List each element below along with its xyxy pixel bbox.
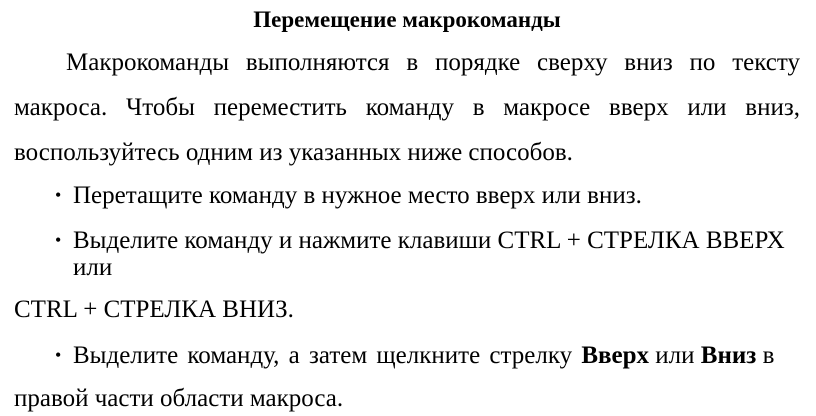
bullet-icon: • [55,345,62,365]
intro-line-2: макроса. Чтобы переместить команду в макросе вверх или вниз, [14,94,800,121]
bullet-icon: • [55,230,62,250]
document-title: Перемещение макрокоманды [253,7,561,32]
down-arrow-label: Вниз [700,342,757,369]
bullet-icon: • [55,185,62,205]
bullet-item-drag [55,180,815,211]
intro-line-3: воспользуйтесь одним из указанных ниже способов. [14,139,573,166]
bullet-item-keyboard-cont-2: CTRL + СТРЕЛКА ВНИЗ. [14,296,294,323]
bullet-item-arrows-text: Выделите команду, а затем щелкните стрелку [73,342,582,369]
bullet-item-arrows-cont: правой части области макроса. [14,385,344,412]
bullet-item-arrows-or: или [649,342,701,369]
bullet-item-arrows [55,340,815,371]
intro-line-1: Макрокоманды выполняются в порядке сверху вниз по тексту [66,49,800,76]
bullet-item-drag-text: Перетащите команду в нужное место вверх или вниз. [73,182,642,209]
bullet-item-arrows-tail: в [756,342,775,369]
bullet-item-keyboard [55,225,815,256]
bullet-item-keyboard-cont: или [73,254,113,281]
up-arrow-label: Вверх [581,342,650,369]
bullet-item-keyboard-text: Выделите команду и нажмите клавиши CTRL + СТРЕЛКА ВВЕРХ [73,227,785,254]
